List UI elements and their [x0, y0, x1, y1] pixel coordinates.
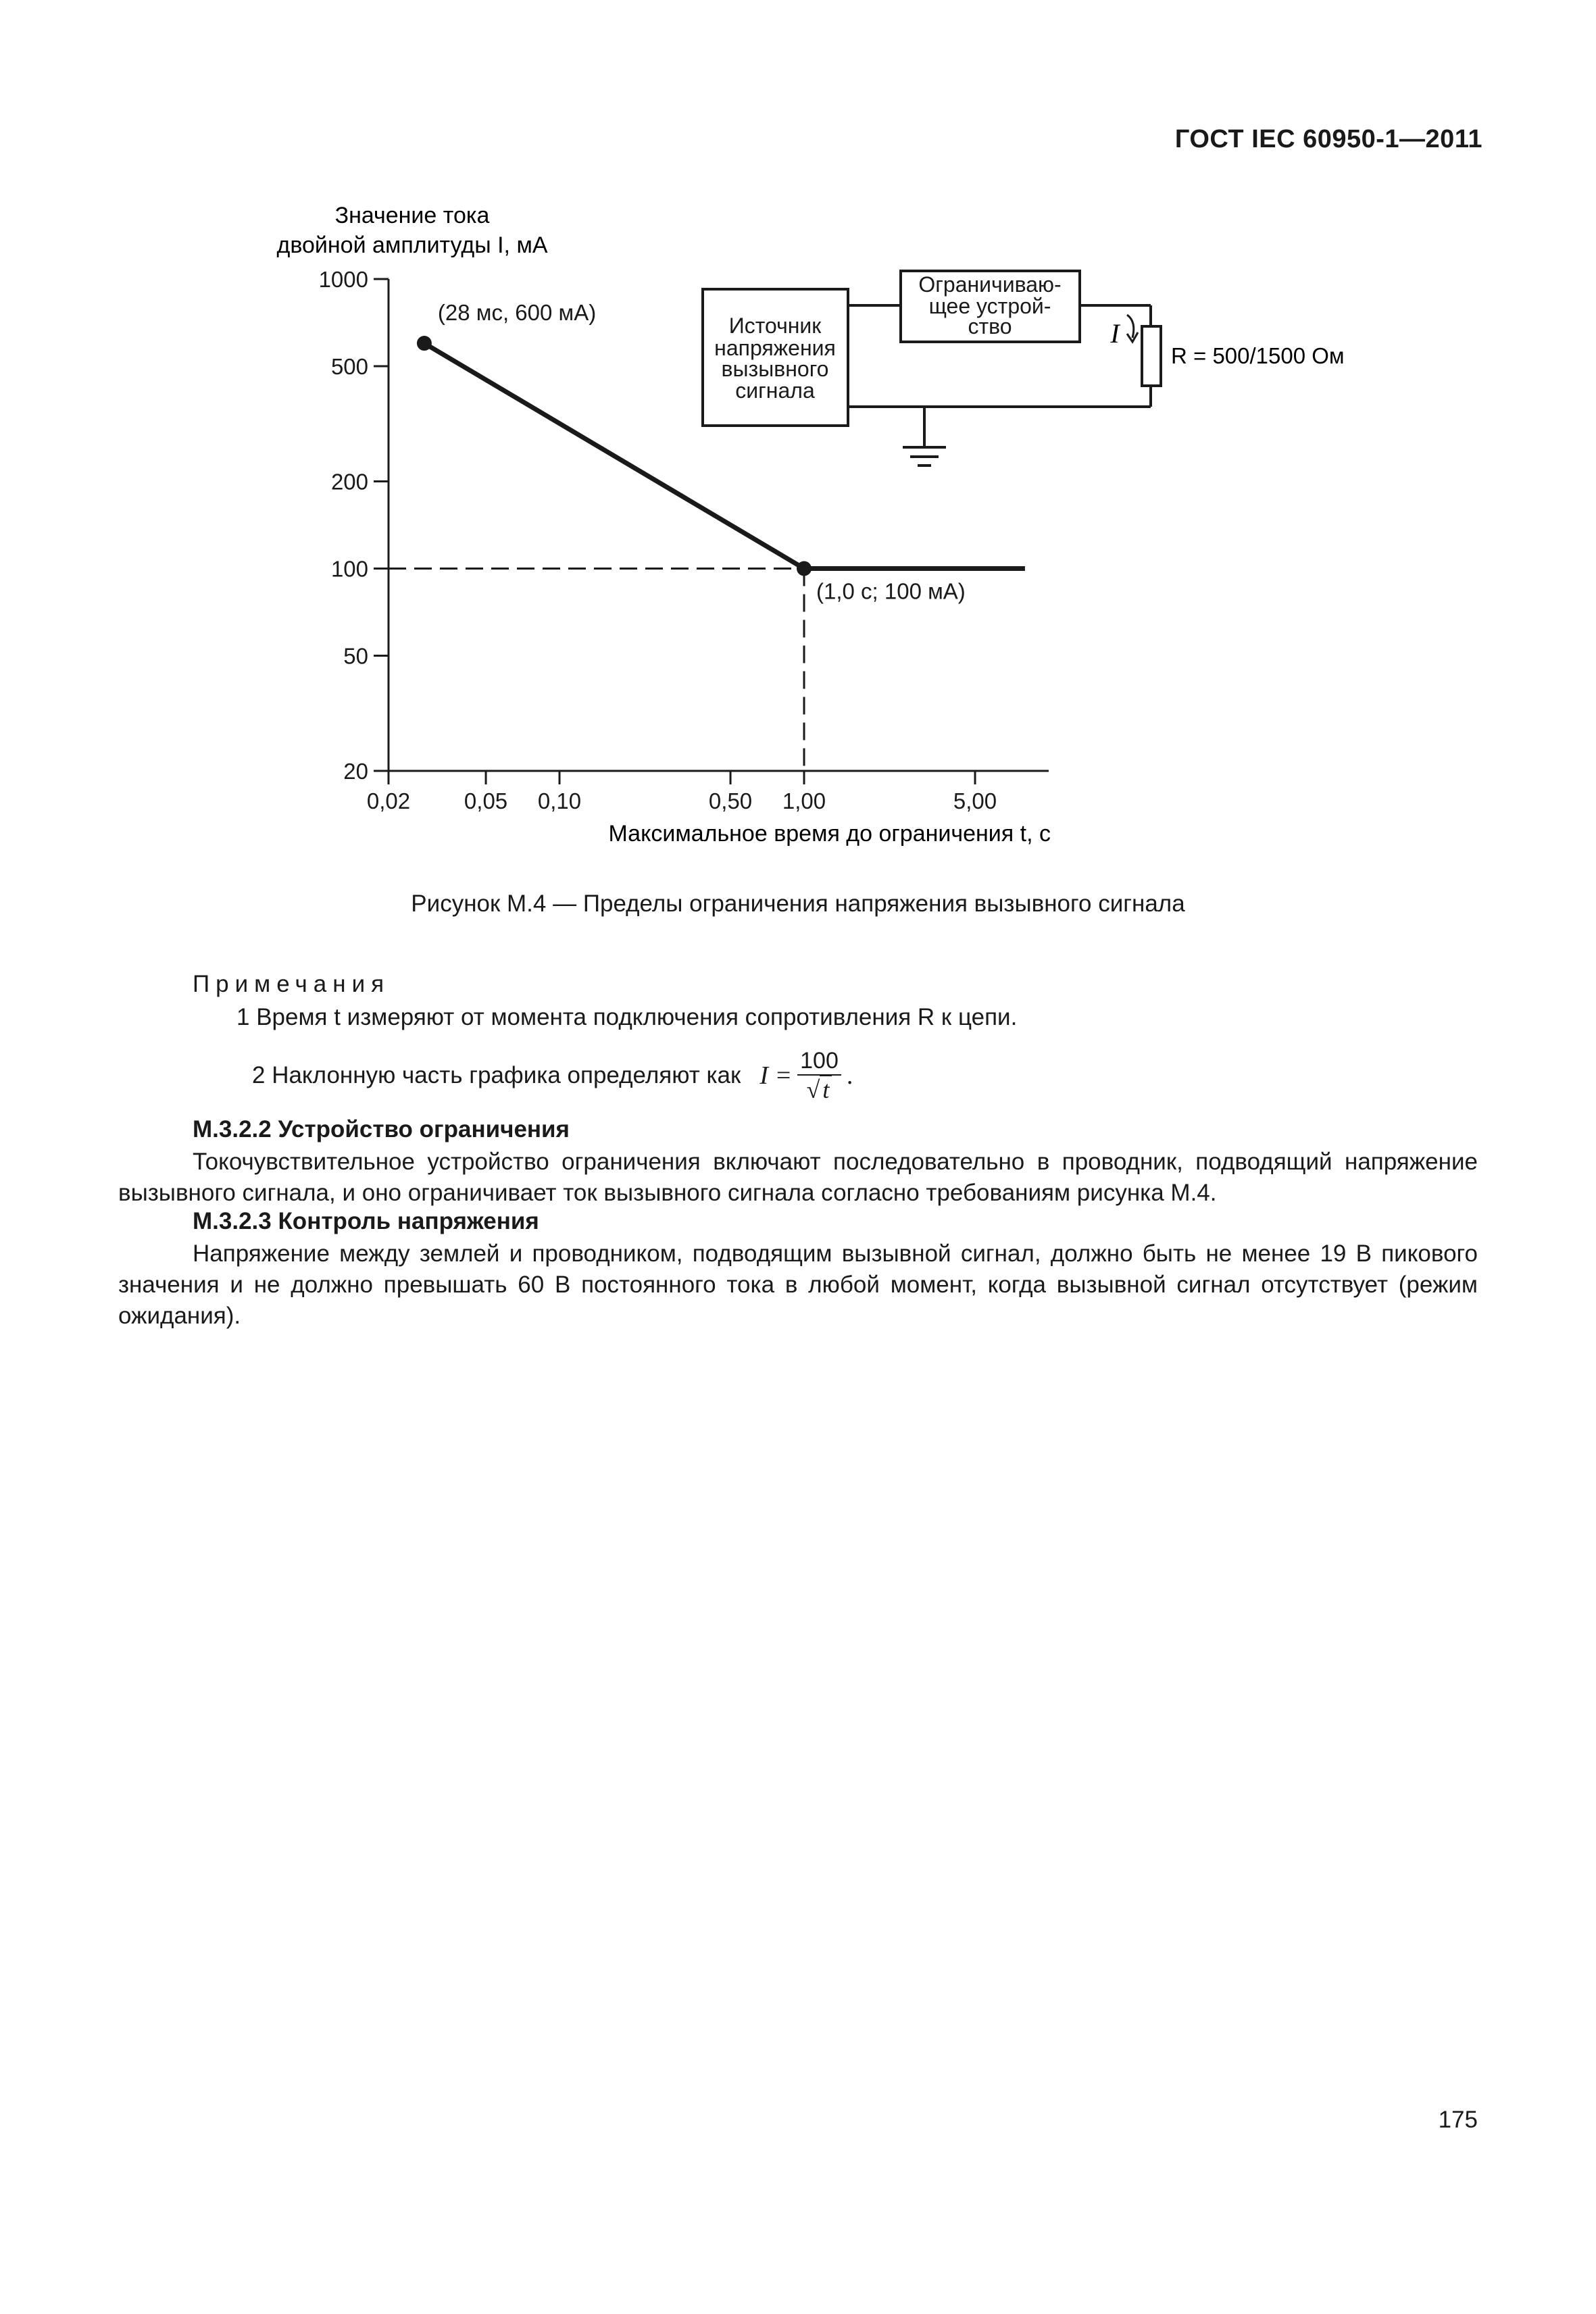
x-tick-label: 0,05 — [464, 788, 508, 813]
section-text-m3-2-3 — [118, 1238, 1478, 1332]
data-point-label: (28 мс, 600 мА) — [437, 300, 597, 326]
y-tick-label: 20 — [343, 759, 368, 784]
slope-formula — [759, 1047, 853, 1104]
formula-lhs: I = — [759, 1061, 793, 1090]
y-axis-label-line1: Значение тока — [334, 203, 490, 228]
data-point — [417, 336, 432, 351]
source-label-line2: напряжения — [714, 336, 836, 360]
section-text-m3-2-2 — [118, 1147, 1478, 1209]
formula-numerator: 100 — [797, 1047, 841, 1076]
y-tick-label: 500 — [330, 353, 368, 379]
note-1: 1 Время t измеряют от момента подключения сопротивления R к цепи. — [236, 1004, 1018, 1030]
y-tick-label: 1000 — [318, 267, 368, 292]
data-point — [797, 561, 812, 576]
x-tick-label: 0,50 — [708, 788, 753, 813]
x-tick-label: 5,00 — [953, 788, 997, 813]
source-label-line4: сигнала — [735, 378, 815, 403]
limiter-label-line1: Ограничиваю- — [918, 272, 1062, 297]
paragraph: Напряжение между землей и проводником, подводящим вызывной сигнал, должно быть не менее 19 В пикового значения и не должно превышать 60 В постоянного тока в любой момент, когда вызывной сигнал отсутствует (режим ожидания). — [118, 1240, 1478, 1329]
source-label-line3: вызывного — [721, 357, 829, 381]
figure-m4 — [0, 0, 1596, 878]
current-symbol: I — [1110, 318, 1120, 349]
formula-fraction — [797, 1047, 841, 1104]
notes-title: Примечания — [193, 971, 391, 997]
formula-tail: . — [846, 1061, 853, 1090]
paragraph: Токочувствительное устройство ограничения включают последовательно в проводник, подводящий напряжение вызывного сигнала, и оно ограничивает ток вызывного сигнала согласно требованиям рисунка М.4. — [118, 1149, 1478, 1206]
x-tick-label: 0,02 — [366, 788, 411, 813]
resistor — [1142, 326, 1161, 386]
limiter-label-line3: ство — [968, 314, 1012, 338]
x-tick-label: 0,10 — [537, 788, 582, 813]
note-2-text: 2 Наклонную часть графика определяют как — [252, 1062, 741, 1088]
data-point-label: (1,0 с; 100 мА) — [816, 578, 966, 604]
resistor-label: R = 500/1500 Ом — [1171, 343, 1345, 368]
y-tick-label: 50 — [343, 643, 368, 669]
page-number: 175 — [1438, 2107, 1478, 2133]
figure-caption: Рисунок М.4 — Пределы ограничения напряжения вызывного сигнала — [411, 890, 1185, 917]
x-axis-label: Максимальное время до ограничения t, с — [608, 821, 1051, 847]
source-label-line1: Источник — [728, 313, 822, 338]
y-tick-label: 200 — [330, 469, 368, 495]
section-heading-m3-2-2: М.3.2.2 Устройство ограничения — [193, 1116, 570, 1142]
section-heading-m3-2-3: М.3.2.3 Контроль напряжения — [193, 1208, 539, 1234]
y-axis-label-line2: двойной амплитуды I, мА — [276, 232, 548, 258]
note-2 — [252, 1047, 853, 1104]
formula-denominator: √ t — [807, 1076, 832, 1104]
formula-radicand: t — [820, 1075, 832, 1103]
limiter-label-line2: щее устрой- — [928, 294, 1051, 318]
y-tick-label: 100 — [330, 556, 368, 582]
x-tick-label: 1,00 — [782, 788, 826, 813]
standard-header: ГОСТ IEC 60950-1—2011 — [1174, 125, 1482, 153]
